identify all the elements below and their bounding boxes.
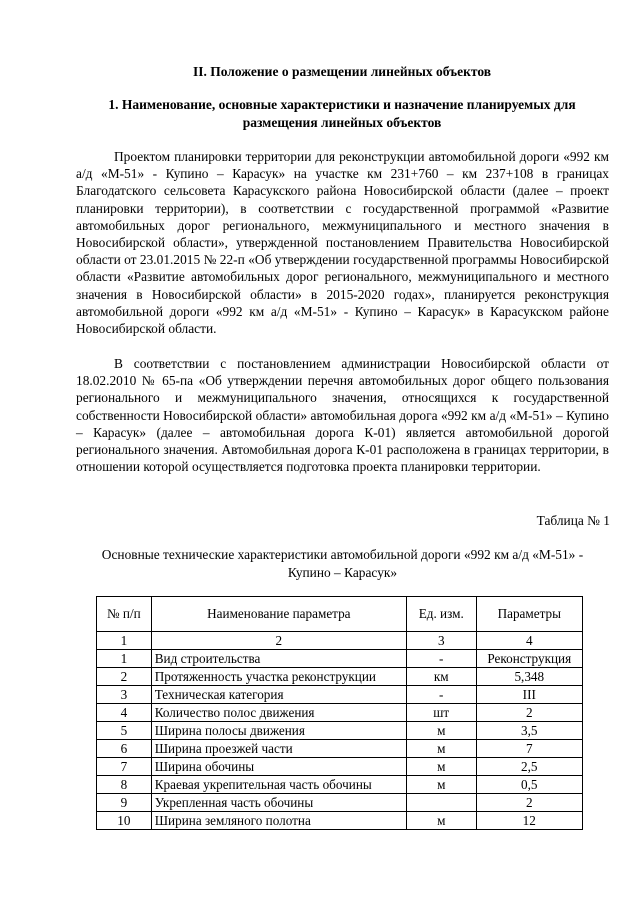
parameter-value: 2: [476, 794, 582, 812]
unit: -: [406, 650, 476, 668]
table-row: [97, 740, 583, 758]
unit: м: [406, 758, 476, 776]
index-cell: 3: [406, 632, 476, 650]
table-row: [97, 704, 583, 722]
parameter-name: Ширина проезжей части: [151, 740, 406, 758]
parameter-value: 5,348: [476, 668, 582, 686]
table-label: Таблица № 1: [536, 513, 610, 528]
specs-table: [96, 596, 583, 830]
parameter-name: Техническая категория: [151, 686, 406, 704]
unit: шт: [406, 704, 476, 722]
row-number: 9: [97, 794, 152, 812]
row-number: 2: [97, 668, 152, 686]
paragraph-2: В соответствии с постановлением администрации Новосибирской области от 18.02.2010 № 65-па «Об утверждении перечня автомобильных дорог общего пользования регионального и межмуниципального значения, относящихся к государственной собственности Новосибирской области» автомобильная дорога «992 км а/д «М-51» – Купино – Карасук» (далее – автомобильная дорога К-01) является автомобильной дорогой регионального значения. Автомобильная дорога К-01 расположена в границах территории, в отношении которой осуществляется подготовка проекта планировки территории.: [76, 356, 609, 475]
table-caption: Основные технические характеристики автомобильной дороги «992 км а/д «М-51» - Купино – Карасук»: [101, 547, 584, 580]
parameter-name: Ширина полосы движения: [151, 722, 406, 740]
header-value: Параметры: [476, 597, 582, 632]
unit: -: [406, 686, 476, 704]
unit: м: [406, 776, 476, 794]
parameter-name: Протяженность участка реконструкции: [151, 668, 406, 686]
index-cell: 2: [151, 632, 406, 650]
table-row: [97, 722, 583, 740]
parameter-name: Ширина обочины: [151, 758, 406, 776]
parameter-value: 2: [476, 704, 582, 722]
parameter-value: 0,5: [476, 776, 582, 794]
unit: м: [406, 722, 476, 740]
table-index-row: [97, 632, 583, 650]
table-row: [97, 812, 583, 830]
table-row: [97, 794, 583, 812]
row-number: 6: [97, 740, 152, 758]
table-row: [97, 776, 583, 794]
table-header-row: [97, 597, 583, 632]
section-title: II. Положение о размещении линейных объектов: [192, 64, 492, 79]
parameter-value: Реконструкция: [476, 650, 582, 668]
header-unit: Ед. изм.: [406, 597, 476, 632]
table-row: [97, 758, 583, 776]
parameter-name: Вид строительства: [151, 650, 406, 668]
row-number: 7: [97, 758, 152, 776]
header-parameter: Наименование параметра: [151, 597, 406, 632]
paragraph-1: Проектом планировки территории для реконструкции автомобильной дороги «992 км а/д «М-51» - Купино – Карасук» на участке км 231+760 – км 237+108 в границах Благодатского сельсовета Карасукского района Новосибирской области (далее – проект планировки территории), в соответствии с государственной программой «Развитие автомобильных дорог регионального, межмуниципального и местного значения в Новосибирской области», утвержденной постановлением Правительства Новосибирской области от 23.01.2015 № 22-п «Об утверждении государственной программы Новосибирской области «Развитие автомобильных дорог регионального, межмуниципального и местного значения в Новосибирской области» в 2015-2020 годах», планируется реконструкция автомобильной дороги «992 км а/д «М-51» - Купино – Карасук» в Карасукском районе Новосибирской области.: [76, 149, 609, 337]
row-number: 3: [97, 686, 152, 704]
parameter-name: Краевая укрепительная часть обочины: [151, 776, 406, 794]
row-number: 4: [97, 704, 152, 722]
parameter-value: 7: [476, 740, 582, 758]
unit: м: [406, 740, 476, 758]
unit: [406, 794, 476, 812]
parameter-name: Количество полос движения: [151, 704, 406, 722]
table-row: [97, 668, 583, 686]
unit: м: [406, 812, 476, 830]
table-row: [97, 650, 583, 668]
parameter-value: 12: [476, 812, 582, 830]
row-number: 10: [97, 812, 152, 830]
parameter-value: III: [476, 686, 582, 704]
parameter-value: 2,5: [476, 758, 582, 776]
index-cell: 4: [476, 632, 582, 650]
row-number: 5: [97, 722, 152, 740]
table-row: [97, 686, 583, 704]
row-number: 1: [97, 650, 152, 668]
unit: км: [406, 668, 476, 686]
header-number: № п/п: [97, 597, 152, 632]
parameter-name: Укрепленная часть обочины: [151, 794, 406, 812]
subsection-title: 1. Наименование, основные характеристики и назначение планируемых для размещения линейных объектов: [108, 97, 576, 130]
index-cell: 1: [97, 632, 152, 650]
parameter-value: 3,5: [476, 722, 582, 740]
row-number: 8: [97, 776, 152, 794]
parameter-name: Ширина земляного полотна: [151, 812, 406, 830]
